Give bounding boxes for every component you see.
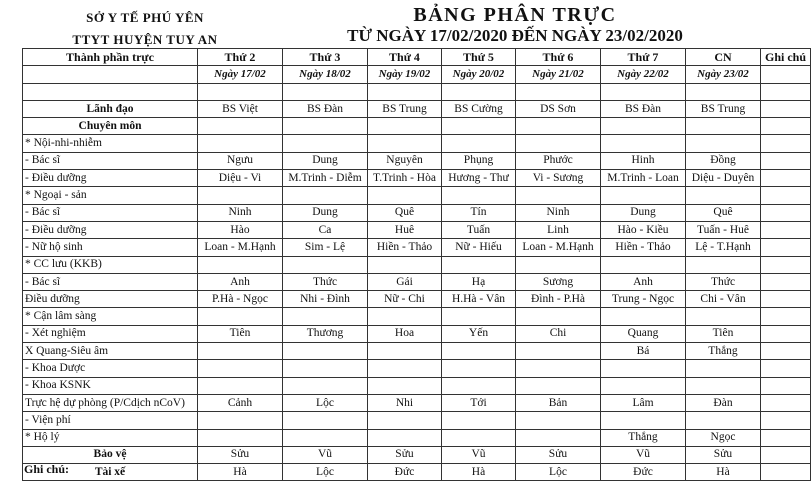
table-row <box>23 187 811 204</box>
roster-cell <box>368 256 442 273</box>
row-label: Bảo vệ <box>23 446 198 463</box>
roster-cell <box>442 343 516 360</box>
notes-cell <box>761 135 811 152</box>
roster-cell: M.Trinh - Loan <box>601 170 686 187</box>
roster-cell: Sửu <box>198 446 283 463</box>
row-label: - Bác sĩ <box>23 152 198 169</box>
roster-cell <box>442 360 516 377</box>
roster-cell <box>516 377 601 394</box>
roster-cell <box>442 135 516 152</box>
roster-cell: BS Đàn <box>601 100 686 117</box>
roster-cell: Tuấn <box>442 221 516 238</box>
column-header-day: Thứ 2 <box>198 49 283 66</box>
roster-cell <box>601 83 686 100</box>
roster-cell: Anh <box>601 273 686 290</box>
roster-cell: Bá <box>601 343 686 360</box>
row-label: * CC lưu (KKB) <box>23 256 198 273</box>
table-row <box>23 204 811 221</box>
roster-cell: Ninh <box>198 204 283 221</box>
roster-cell: Dung <box>601 204 686 221</box>
roster-cell: Vũ <box>283 446 368 463</box>
roster-cell <box>442 429 516 446</box>
roster-cell <box>368 429 442 446</box>
roster-cell <box>601 118 686 135</box>
table-row <box>23 394 811 411</box>
roster-cell <box>283 360 368 377</box>
roster-cell <box>442 377 516 394</box>
roster-cell <box>516 187 601 204</box>
roster-cell: Hào - Kiều <box>601 221 686 238</box>
roster-cell: Hà <box>686 464 761 481</box>
roster-cell <box>283 377 368 394</box>
roster-cell <box>516 118 601 135</box>
column-header-day: CN <box>686 49 761 66</box>
roster-cell <box>601 412 686 429</box>
roster-cell: Anh <box>198 273 283 290</box>
notes-cell <box>761 429 811 446</box>
roster-cell <box>283 256 368 273</box>
notes-cell <box>761 152 811 169</box>
roster-cell <box>368 135 442 152</box>
roster-cell <box>283 118 368 135</box>
notes-cell <box>761 343 811 360</box>
notes-cell <box>761 325 811 342</box>
roster-cell: Lệ - T.Hạnh <box>686 239 761 256</box>
roster-cell: Sửu <box>516 446 601 463</box>
notes-cell <box>761 446 811 463</box>
roster-cell <box>368 83 442 100</box>
roster-cell: Ngưu <box>198 152 283 169</box>
notes-cell <box>761 118 811 135</box>
row-label: X Quang-Siêu âm <box>23 343 198 360</box>
notes-cell <box>761 360 811 377</box>
table-row <box>23 412 811 429</box>
document-title: BẢNG PHÂN TRỰC <box>413 4 617 26</box>
roster-cell: BS Đàn <box>283 100 368 117</box>
roster-cell: Thức <box>283 273 368 290</box>
notes-cell <box>761 273 811 290</box>
notes-cell <box>761 239 811 256</box>
roster-cell <box>198 187 283 204</box>
roster-cell: Tiên <box>686 325 761 342</box>
row-label: Lãnh đạo <box>23 100 198 117</box>
roster-cell <box>442 256 516 273</box>
roster-cell: M.Trinh - Diễm <box>283 170 368 187</box>
row-label: * Cận lâm sàng <box>23 308 198 325</box>
column-header-day: Thứ 5 <box>442 49 516 66</box>
notes-cell <box>761 291 811 308</box>
table-row <box>23 308 811 325</box>
table-row <box>23 152 811 169</box>
table-row <box>23 170 811 187</box>
roster-cell <box>601 187 686 204</box>
roster-cell: Hà <box>442 464 516 481</box>
roster-cell: Lộc <box>516 464 601 481</box>
notes-cell <box>761 464 811 481</box>
roster-cell: Đàn <box>686 394 761 411</box>
roster-cell: Lộc <box>283 464 368 481</box>
roster-cell <box>198 377 283 394</box>
roster-cell <box>198 83 283 100</box>
roster-cell: Đình - P.Hà <box>516 291 601 308</box>
roster-cell <box>686 377 761 394</box>
roster-cell: Ca <box>283 221 368 238</box>
row-label: - Viện phí <box>23 412 198 429</box>
roster-cell <box>686 308 761 325</box>
row-label: * Nội-nhi-nhiễm <box>23 135 198 152</box>
roster-cell <box>601 135 686 152</box>
table-row <box>23 429 811 446</box>
column-header-date: Ngày 23/02 <box>686 66 761 83</box>
column-header-day: Thứ 7 <box>601 49 686 66</box>
roster-cell <box>283 429 368 446</box>
table-row <box>23 221 811 238</box>
org-name-line2: TTYT HUYỆN TUY AN <box>72 32 218 47</box>
roster-cell: Vũ <box>601 446 686 463</box>
roster-cell <box>368 118 442 135</box>
roster-cell: Phước <box>516 152 601 169</box>
roster-cell: Tiên <box>198 325 283 342</box>
roster-cell <box>686 360 761 377</box>
roster-cell: Hiền - Thảo <box>368 239 442 256</box>
roster-cell: Hào <box>198 221 283 238</box>
roster-cell: Yến <box>442 325 516 342</box>
roster-cell: Diệu - Duyên <box>686 170 761 187</box>
roster-cell: Lộc <box>283 394 368 411</box>
row-label: Tài xế <box>23 464 198 481</box>
roster-cell <box>516 343 601 360</box>
column-header-date: Ngày 22/02 <box>601 66 686 83</box>
roster-body <box>23 83 811 481</box>
row-label: * Ngoại - sản <box>23 187 198 204</box>
table-row <box>23 239 811 256</box>
roster-cell: Tới <box>442 394 516 411</box>
table-row <box>23 256 811 273</box>
notes-cell <box>761 204 811 221</box>
roster-cell <box>198 118 283 135</box>
roster-cell: Quê <box>686 204 761 221</box>
row-label: - Điều dưỡng <box>23 170 198 187</box>
roster-cell <box>198 343 283 360</box>
duty-roster-table <box>22 48 811 481</box>
roster-cell: Hiền - Thảo <box>601 239 686 256</box>
table-row <box>23 464 811 481</box>
date-range-title: TỪ NGÀY 17/02/2020 ĐẾN NGÀY 23/02/2020 <box>347 26 683 45</box>
roster-cell: Linh <box>516 221 601 238</box>
notes-cell <box>761 221 811 238</box>
roster-cell: Vi - Sương <box>516 170 601 187</box>
roster-cell: Nữ - Chi <box>368 291 442 308</box>
roster-cell: Quang <box>601 325 686 342</box>
roster-cell: Cảnh <box>198 394 283 411</box>
roster-cell <box>686 118 761 135</box>
roster-cell: Thương <box>283 325 368 342</box>
roster-cell: Đức <box>368 464 442 481</box>
notes-cell <box>761 377 811 394</box>
roster-cell: Sửu <box>368 446 442 463</box>
column-header-role: Thành phần trực <box>23 49 198 66</box>
roster-cell <box>198 429 283 446</box>
column-header-date: Ngày 18/02 <box>283 66 368 83</box>
roster-cell: Nhi <box>368 394 442 411</box>
org-name-line1: SỞ Y TẾ PHÚ YÊN <box>86 10 204 25</box>
table-row <box>23 100 811 117</box>
roster-cell <box>368 377 442 394</box>
roster-cell <box>368 187 442 204</box>
row-label: - Bác sĩ <box>23 273 198 290</box>
roster-cell: Sửu <box>686 446 761 463</box>
roster-cell <box>198 308 283 325</box>
roster-cell <box>686 135 761 152</box>
roster-cell <box>198 256 283 273</box>
roster-cell: Loan - M.Hạnh <box>516 239 601 256</box>
header-row-days <box>23 49 811 66</box>
roster-cell <box>368 360 442 377</box>
roster-cell: Đức <box>601 464 686 481</box>
row-label: Điều dưỡng <box>23 291 198 308</box>
row-label: - Bác sĩ <box>23 204 198 221</box>
roster-cell <box>516 135 601 152</box>
roster-cell: Quê <box>368 204 442 221</box>
row-label: * Hộ lý <box>23 429 198 446</box>
roster-cell: Hoa <box>368 325 442 342</box>
roster-cell <box>686 412 761 429</box>
roster-cell: Đồng <box>686 152 761 169</box>
table-row <box>23 273 811 290</box>
roster-cell: Gái <box>368 273 442 290</box>
column-header-day: Thứ 4 <box>368 49 442 66</box>
table-row <box>23 360 811 377</box>
roster-cell <box>442 308 516 325</box>
notes-label: Ghi chú: <box>24 462 70 476</box>
notes-cell <box>761 83 811 100</box>
notes-cell <box>761 256 811 273</box>
roster-cell <box>283 83 368 100</box>
roster-cell <box>516 83 601 100</box>
roster-cell: H.Hà - Vân <box>442 291 516 308</box>
roster-cell: BS Việt <box>198 100 283 117</box>
roster-cell: Chi - Vân <box>686 291 761 308</box>
row-label: Trực hệ dự phòng (P/Cdịch nCoV) <box>23 394 198 411</box>
column-header-date: Ngày 20/02 <box>442 66 516 83</box>
roster-cell <box>283 412 368 429</box>
roster-cell: Sim - Lệ <box>283 239 368 256</box>
column-header-day: Thứ 3 <box>283 49 368 66</box>
roster-cell <box>516 256 601 273</box>
roster-cell <box>283 308 368 325</box>
roster-cell <box>516 429 601 446</box>
roster-cell <box>601 377 686 394</box>
roster-cell <box>516 360 601 377</box>
roster-cell <box>368 308 442 325</box>
roster-cell <box>198 360 283 377</box>
notes-cell <box>761 308 811 325</box>
roster-cell <box>198 412 283 429</box>
roster-cell <box>368 412 442 429</box>
row-label: - Điều dưỡng <box>23 221 198 238</box>
roster-cell: Dung <box>283 204 368 221</box>
roster-cell: Vũ <box>442 446 516 463</box>
roster-cell: BS Trung <box>368 100 442 117</box>
roster-cell <box>198 135 283 152</box>
roster-cell <box>516 308 601 325</box>
row-label: Chuyên môn <box>23 118 198 135</box>
roster-cell: Ninh <box>516 204 601 221</box>
header-row-dates <box>23 66 811 83</box>
roster-cell <box>368 343 442 360</box>
roster-cell <box>442 83 516 100</box>
roster-cell: Hà <box>198 464 283 481</box>
roster-cell <box>283 187 368 204</box>
roster-cell: Chi <box>516 325 601 342</box>
roster-cell: Hương - Thư <box>442 170 516 187</box>
roster-cell <box>442 118 516 135</box>
roster-cell <box>283 343 368 360</box>
table-row <box>23 135 811 152</box>
notes-cell <box>761 170 811 187</box>
roster-cell: P.Hà - Ngọc <box>198 291 283 308</box>
roster-cell: Thắng <box>601 429 686 446</box>
roster-cell: DS Sơn <box>516 100 601 117</box>
table-row <box>23 377 811 394</box>
roster-cell <box>686 256 761 273</box>
roster-cell <box>686 187 761 204</box>
roster-cell: Tuấn - Huê <box>686 221 761 238</box>
row-label <box>23 83 198 100</box>
column-header-notes: Ghi chú <box>761 49 811 66</box>
table-row <box>23 118 811 135</box>
roster-cell <box>283 135 368 152</box>
table-cell <box>23 66 198 83</box>
roster-cell: Lâm <box>601 394 686 411</box>
notes-cell <box>761 394 811 411</box>
table-row <box>23 343 811 360</box>
roster-cell <box>516 412 601 429</box>
roster-cell: Thức <box>686 273 761 290</box>
roster-cell: Sương <box>516 273 601 290</box>
roster-cell <box>442 187 516 204</box>
table-row <box>23 291 811 308</box>
table-row <box>23 83 811 100</box>
roster-cell: T.Trinh - Hòa <box>368 170 442 187</box>
roster-cell: Bản <box>516 394 601 411</box>
row-label: - Xét nghiệm <box>23 325 198 342</box>
column-header-date: Ngày 19/02 <box>368 66 442 83</box>
table-row <box>23 325 811 342</box>
roster-cell <box>601 360 686 377</box>
roster-cell: Trung - Ngọc <box>601 291 686 308</box>
roster-cell <box>601 308 686 325</box>
roster-cell: Nguyên <box>368 152 442 169</box>
roster-cell: Phụng <box>442 152 516 169</box>
column-header-date: Ngày 21/02 <box>516 66 601 83</box>
roster-cell: Hinh <box>601 152 686 169</box>
roster-cell: Ngọc <box>686 429 761 446</box>
roster-cell: Hạ <box>442 273 516 290</box>
roster-cell: Thắng <box>686 343 761 360</box>
roster-cell: Nữ - Hiếu <box>442 239 516 256</box>
row-label: - Khoa Dược <box>23 360 198 377</box>
roster-cell <box>686 83 761 100</box>
roster-cell <box>442 412 516 429</box>
roster-cell: Huê <box>368 221 442 238</box>
column-header-date: Ngày 17/02 <box>198 66 283 83</box>
table-row <box>23 446 811 463</box>
row-label: - Khoa KSNK <box>23 377 198 394</box>
roster-cell: Tín <box>442 204 516 221</box>
roster-cell: Loan - M.Hạnh <box>198 239 283 256</box>
roster-cell: BS Trung <box>686 100 761 117</box>
column-header-day: Thứ 6 <box>516 49 601 66</box>
row-label: - Nữ hộ sinh <box>23 239 198 256</box>
roster-cell: BS Cường <box>442 100 516 117</box>
notes-cell <box>761 412 811 429</box>
table-cell <box>761 66 811 83</box>
notes-cell <box>761 187 811 204</box>
notes-cell <box>761 100 811 117</box>
roster-cell: Diệu - Vi <box>198 170 283 187</box>
roster-cell: Dung <box>283 152 368 169</box>
roster-cell <box>601 256 686 273</box>
roster-cell: Nhi - Đình <box>283 291 368 308</box>
